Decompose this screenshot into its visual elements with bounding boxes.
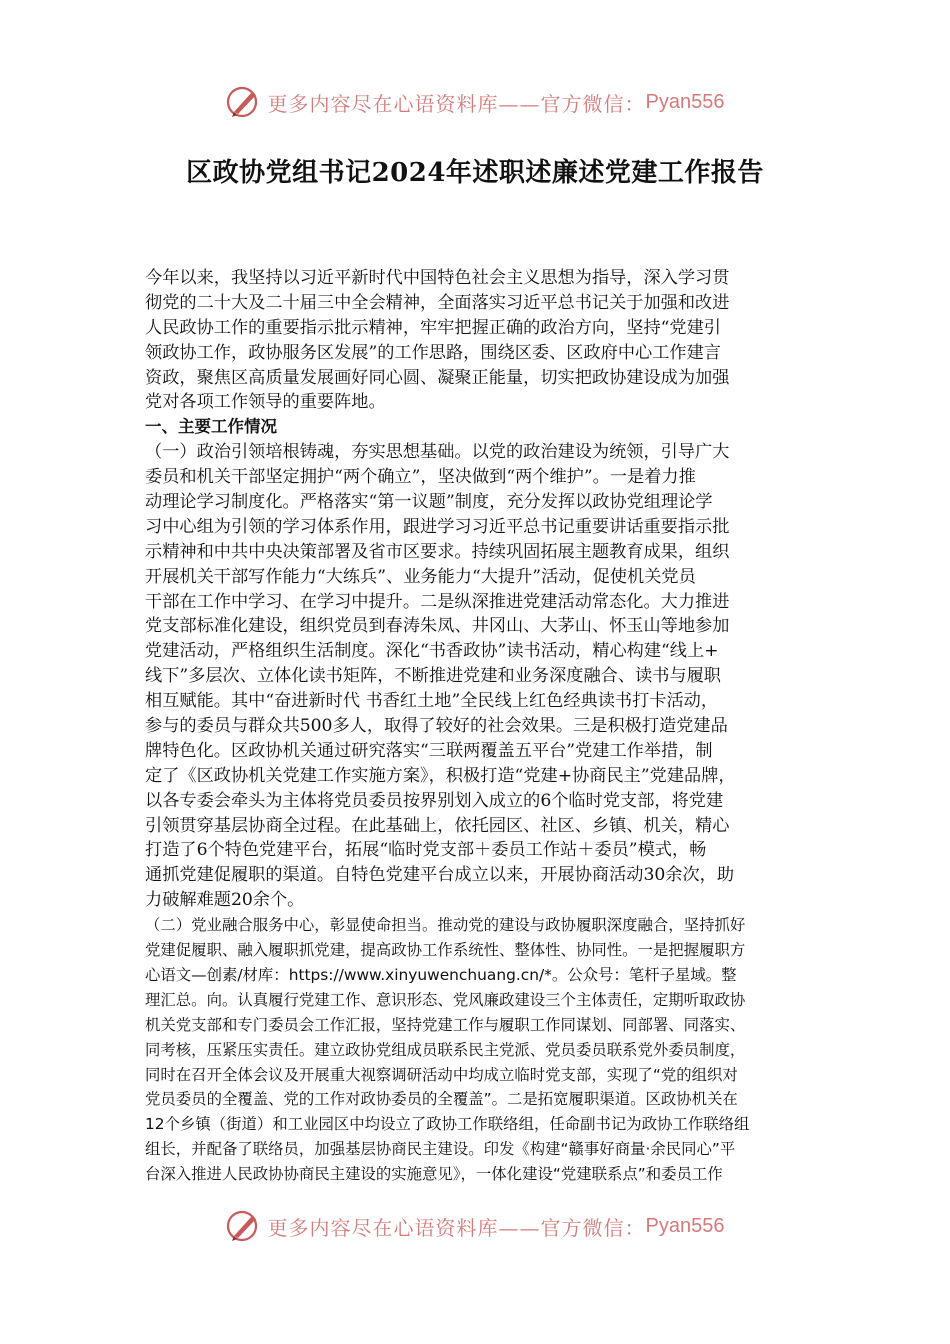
text-line: 党建活动，严格组织生活制度。深化“书香政协”读书活动，精心构建“线上+ [145,641,719,662]
header-banner [0,84,950,120]
text-line: 理汇总。向。认真履行党建工作、意识形态、党风廉政建设三个主体责任，定期听取政协 [145,990,746,1009]
section-heading: 一、主要工作情况 [145,417,277,437]
text-line: 人民政协工作的重要指示批示精神，牢牢把握正确的政治方向，坚持“党建引 [145,317,721,338]
text-line: 线下”多层次、立体化读书矩阵，不断推进党建和业务深度融合、读书与履职 [145,666,721,687]
text-line: 通抓党建促履职的渠道。自特色党建平台成立以来，开展协商活动30余次，助 [145,865,735,886]
text-line: 动理论学习制度化。严格落实“第一议题”制度，充分发挥以政协党组理论学 [145,492,713,513]
text-line: 党建促履职、融入履职抓党建，提高政协工作系统性、整体性、协同性。一是把握履职方 [145,941,746,960]
text-line: 彻党的二十大及二十届三中全会精神，全面落实习近平总书记关于加强和改进 [145,292,730,313]
part2-paragraph [145,913,810,1187]
banner-wechat-id: Pyan556 [645,90,725,113]
text-line: 12个乡镇（街道）和工业园区中均设立了政协工作联络组，任命副书记为政协工作联络组 [145,1115,750,1134]
text-line: 台深入推进人民政协协商民主建设的实施意见》，一体化建设“党建联系点”和委员工作 [145,1165,723,1184]
text-line: 相互赋能。其中“奋进新时代 书香红土地”全民线上红色经典读书打卡活动， [145,691,719,712]
text-line: 心语文—创素/材库：https://www.xinyuwenchuang.cn/*。公众号：笔杆子星域。整 [145,965,737,984]
text-line: 领政协工作，政协服务区发展”的工作思路，围绕区委、区政府中心工作建言 [145,342,721,363]
part1-paragraph [145,440,810,913]
text-line: 定了《区政协机关党建工作实施方案》，积极打造“党建+协商民主”党建品牌， [145,765,736,786]
text-line: 党员委员的全覆盖、党的工作对政协委员的全覆盖”。二是拓宽履职渠道。区政协机关在 [145,1090,738,1109]
text-line: 引领贯穿基层协商全过程。在此基础上，依托园区、社区、乡镇、机关，精心 [145,815,730,836]
text-line: 力破解难题20余个。 [145,890,305,911]
pen-logo-icon [226,1208,262,1244]
text-line: 同考核，压紧压实责任。建立政协党组成员联系民主党派、党员委员联系党外委员制度， [145,1040,746,1059]
text-line: 党支部标准化建设，组织党员到春涛朱凤、井冈山、大茅山、怀玉山等地参加 [145,616,730,637]
text-line: 开展机关干部写作能力“大练兵”、业务能力“大提升”活动，促使机关党员 [145,566,696,587]
text-line: 习中心组为引领的学习体系作用，跟进学习习近平总书记重要讲话重要指示批 [145,516,730,537]
text-line: 参与的委员与群众共500多人，取得了较好的社会效果。三是积极打造党建品 [145,716,728,737]
text-line: 以各专委会牵头为主体将党员委员按界别划入成立的6个临时党支部，将党建 [145,790,724,811]
intro-paragraph [145,266,810,415]
text-line: （二）党业融合服务中心，彰显使命担当。推动党的建设与政协履职深度融合，坚持抓好 [145,916,746,935]
text-line: 打造了6个特色党建平台，拓展“临时党支部＋委员工作站＋委员”模式，畅 [145,840,707,861]
text-line: 机关党支部和专门委员会工作汇报，坚持党建工作与履职工作同谋划、同部署、同落实、 [145,1015,746,1034]
text-line: 委员和机关干部坚定拥护“两个确立”，坚决做到“两个维护”。一是着力推 [145,467,696,488]
banner-text: 更多内容尽在心语资料库——官方微信： [267,1215,646,1240]
text-line: 今年以来，我坚持以习近平新时代中国特色社会主义思想为指导，深入学习贯 [145,268,730,288]
text-line: （一）政治引领培根铸魂，夯实思想基础。以党的政治建设为统领，引导广大 [145,442,730,463]
text-line: 牌特色化。区政协机关通过研究落实“三联两覆盖五平台”党建工作举措，制 [145,740,713,761]
text-line: 示精神和中共中央决策部署及省市区要求。持续巩固拓展主题教育成果，组织 [145,541,730,562]
banner-text: 更多内容尽在心语资料库——官方微信： [267,91,646,116]
banner-wechat-id: Pyan556 [645,1214,725,1237]
text-line: 组长，并配备了联络员，加强基层协商民主建设。印发《构建“赣事好商量·余民同心”平 [145,1140,736,1159]
pen-logo-icon [226,84,262,120]
text-line: 同时在召开全体会议及开展重大视察调研活动中均成立临时党支部，实现了“党的组织对 [145,1065,738,1084]
footer-banner [0,1208,950,1244]
text-line: 资政，聚焦区高质量发展画好同心圆、凝聚正能量，切实把政协建设成为加强 [145,367,730,388]
document-title: 区政协党组书记2024年述职述廉述党建工作报告 [186,158,764,188]
text-line: 干部在工作中学习、在学习中提升。二是纵深推进党建活动常态化。大力推进 [145,591,730,612]
text-line: 党对各项工作领导的重要阵地。 [145,392,386,413]
document-body [145,266,810,1187]
